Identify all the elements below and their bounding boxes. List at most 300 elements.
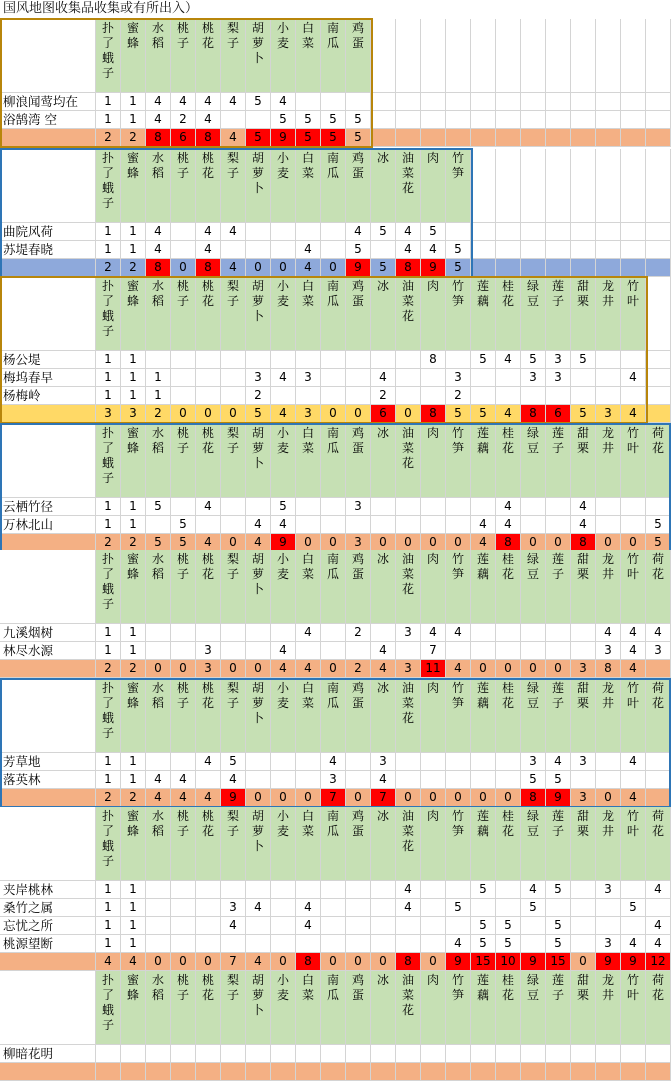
column-header[interactable] xyxy=(246,550,271,624)
column-header[interactable] xyxy=(396,149,421,223)
value-cell[interactable] xyxy=(571,241,596,259)
column-header[interactable] xyxy=(596,807,621,881)
value-cell[interactable] xyxy=(246,771,271,789)
value-cell[interactable] xyxy=(621,1045,646,1063)
row-label[interactable]: 浴鹄湾 空 xyxy=(0,111,96,129)
sum-cell[interactable]: 4 xyxy=(221,259,246,277)
sum-cell[interactable]: 5 xyxy=(646,534,671,552)
column-header[interactable] xyxy=(171,424,196,498)
value-cell[interactable] xyxy=(146,516,171,534)
value-cell[interactable] xyxy=(421,93,446,111)
sum-cell[interactable]: 0 xyxy=(271,953,296,971)
row-label[interactable]: 夹岸桃林 xyxy=(0,881,96,899)
column-header[interactable] xyxy=(271,550,296,624)
value-cell[interactable]: 5 xyxy=(646,516,671,534)
sum-cell[interactable]: 0 xyxy=(471,660,496,678)
value-cell[interactable] xyxy=(246,935,271,953)
value-cell[interactable]: 4 xyxy=(371,369,396,387)
value-cell[interactable]: 5 xyxy=(546,917,571,935)
value-cell[interactable] xyxy=(146,917,171,935)
sum-cell[interactable]: 4 xyxy=(146,789,171,807)
sum-cell[interactable]: 0 xyxy=(246,660,271,678)
column-header[interactable] xyxy=(196,550,221,624)
value-cell[interactable] xyxy=(571,111,596,129)
column-header[interactable] xyxy=(246,19,271,93)
value-cell[interactable]: 4 xyxy=(396,899,421,917)
value-cell[interactable] xyxy=(271,241,296,259)
value-cell[interactable] xyxy=(196,881,221,899)
sum-cell[interactable] xyxy=(496,1063,521,1081)
sum-cell-highlight[interactable]: 10 xyxy=(496,953,521,971)
value-cell[interactable] xyxy=(396,369,421,387)
value-cell[interactable]: 5 xyxy=(571,351,596,369)
value-cell[interactable] xyxy=(496,387,521,405)
column-header[interactable] xyxy=(496,807,521,881)
sum-cell[interactable]: 0 xyxy=(221,405,246,423)
value-cell[interactable]: 1 xyxy=(96,917,121,935)
sum-cell[interactable]: 0 xyxy=(321,405,346,423)
sum-cell-highlight[interactable]: 15 xyxy=(471,953,496,971)
sum-cell[interactable]: 3 xyxy=(571,660,596,678)
value-cell[interactable] xyxy=(446,111,471,129)
value-cell[interactable] xyxy=(246,753,271,771)
value-cell[interactable]: 4 xyxy=(271,369,296,387)
sum-cell[interactable] xyxy=(571,1063,596,1081)
row-label[interactable]: 忘忧之所 xyxy=(0,917,96,935)
column-header[interactable] xyxy=(646,550,671,624)
sum-cell[interactable]: 0 xyxy=(421,789,446,807)
column-header[interactable] xyxy=(221,807,246,881)
column-header[interactable] xyxy=(271,424,296,498)
value-cell[interactable] xyxy=(171,223,196,241)
sum-cell-highlight[interactable]: 9 xyxy=(446,953,471,971)
column-header[interactable] xyxy=(596,550,621,624)
row-label[interactable]: 芳草地 xyxy=(0,753,96,771)
column-header[interactable] xyxy=(371,807,396,881)
value-cell[interactable]: 5 xyxy=(421,223,446,241)
column-header[interactable] xyxy=(496,679,521,753)
value-cell[interactable] xyxy=(446,642,471,660)
value-cell[interactable]: 1 xyxy=(121,387,146,405)
value-cell[interactable] xyxy=(471,387,496,405)
column-header[interactable] xyxy=(446,149,471,223)
sum-cell[interactable]: 0 xyxy=(221,660,246,678)
value-cell[interactable] xyxy=(471,1045,496,1063)
column-header[interactable] xyxy=(146,679,171,753)
value-cell[interactable] xyxy=(346,369,371,387)
sum-cell[interactable]: 5 xyxy=(371,259,396,277)
value-cell[interactable] xyxy=(296,771,321,789)
sum-cell[interactable]: 3 xyxy=(96,405,121,423)
sum-cell-highlight[interactable]: 5 xyxy=(296,129,321,147)
column-header[interactable] xyxy=(546,424,571,498)
column-header[interactable] xyxy=(571,807,596,881)
sum-cell-highlight[interactable]: 8 xyxy=(571,534,596,552)
sum-cell[interactable] xyxy=(571,129,596,147)
value-cell[interactable]: 4 xyxy=(296,899,321,917)
column-header[interactable] xyxy=(371,971,396,1045)
sum-cell[interactable]: 0 xyxy=(621,534,646,552)
empty-cell[interactable] xyxy=(546,149,571,223)
sum-cell[interactable]: 8 xyxy=(596,660,621,678)
value-cell[interactable] xyxy=(321,899,346,917)
sum-cell[interactable] xyxy=(571,259,596,277)
value-cell[interactable] xyxy=(246,351,271,369)
value-cell[interactable] xyxy=(346,516,371,534)
value-cell[interactable] xyxy=(596,771,621,789)
column-header[interactable] xyxy=(321,679,346,753)
value-cell[interactable] xyxy=(246,1045,271,1063)
sum-cell[interactable] xyxy=(346,1063,371,1081)
value-cell[interactable] xyxy=(196,369,221,387)
value-cell[interactable] xyxy=(421,1045,446,1063)
column-header[interactable] xyxy=(196,807,221,881)
column-header[interactable] xyxy=(296,19,321,93)
value-cell[interactable] xyxy=(321,516,346,534)
column-header[interactable] xyxy=(121,19,146,93)
column-header[interactable] xyxy=(246,971,271,1045)
sum-cell[interactable]: 0 xyxy=(446,789,471,807)
value-cell[interactable] xyxy=(546,899,571,917)
value-cell[interactable] xyxy=(371,516,396,534)
column-header[interactable] xyxy=(621,807,646,881)
value-cell[interactable]: 4 xyxy=(221,93,246,111)
value-cell[interactable] xyxy=(571,369,596,387)
empty-cell[interactable] xyxy=(396,19,421,93)
value-cell[interactable] xyxy=(421,935,446,953)
column-header[interactable] xyxy=(421,277,446,351)
column-header[interactable] xyxy=(321,19,346,93)
value-cell[interactable] xyxy=(146,881,171,899)
sum-cell[interactable] xyxy=(171,1063,196,1081)
value-cell[interactable]: 1 xyxy=(96,935,121,953)
row-label[interactable]: 苏堤春晓 xyxy=(0,241,96,259)
value-cell[interactable] xyxy=(346,642,371,660)
column-header[interactable] xyxy=(121,149,146,223)
value-cell[interactable] xyxy=(646,899,671,917)
column-header[interactable] xyxy=(471,971,496,1045)
value-cell[interactable]: 1 xyxy=(121,624,146,642)
value-cell[interactable] xyxy=(521,917,546,935)
sum-cell[interactable] xyxy=(646,405,671,423)
column-header[interactable] xyxy=(446,971,471,1045)
value-cell[interactable] xyxy=(421,881,446,899)
value-cell[interactable] xyxy=(171,369,196,387)
value-cell[interactable]: 4 xyxy=(446,624,471,642)
value-cell[interactable]: 4 xyxy=(296,241,321,259)
column-header[interactable] xyxy=(346,424,371,498)
value-cell[interactable]: 1 xyxy=(146,387,171,405)
value-cell[interactable] xyxy=(271,223,296,241)
value-cell[interactable] xyxy=(321,241,346,259)
value-cell[interactable]: 3 xyxy=(346,498,371,516)
value-cell[interactable] xyxy=(246,111,271,129)
value-cell[interactable] xyxy=(221,241,246,259)
sum-cell-highlight[interactable]: 8 xyxy=(521,405,546,423)
value-cell[interactable] xyxy=(346,917,371,935)
column-header[interactable] xyxy=(646,679,671,753)
value-cell[interactable] xyxy=(271,1045,296,1063)
value-cell[interactable] xyxy=(296,387,321,405)
row-label[interactable]: 桑竹之属 xyxy=(0,899,96,917)
sum-cell[interactable] xyxy=(421,1063,446,1081)
empty-cell[interactable] xyxy=(621,149,646,223)
sum-cell[interactable]: 2 xyxy=(121,129,146,147)
value-cell[interactable] xyxy=(171,498,196,516)
value-cell[interactable]: 4 xyxy=(146,111,171,129)
column-header[interactable] xyxy=(396,807,421,881)
sum-cell[interactable]: 3 xyxy=(346,534,371,552)
sum-cell-highlight[interactable]: 8 xyxy=(496,534,521,552)
value-cell[interactable] xyxy=(471,642,496,660)
sum-cell[interactable]: 4 xyxy=(121,953,146,971)
value-cell[interactable]: 3 xyxy=(546,351,571,369)
value-cell[interactable] xyxy=(371,351,396,369)
sum-cell[interactable]: 7 xyxy=(221,953,246,971)
value-cell[interactable]: 1 xyxy=(96,93,121,111)
value-cell[interactable]: 5 xyxy=(271,498,296,516)
sum-cell-highlight[interactable]: 6 xyxy=(171,129,196,147)
value-cell[interactable] xyxy=(496,93,521,111)
sum-cell[interactable] xyxy=(196,1063,221,1081)
sum-cell[interactable]: 5 xyxy=(346,129,371,147)
column-header[interactable] xyxy=(246,679,271,753)
value-cell[interactable]: 1 xyxy=(96,899,121,917)
value-cell[interactable] xyxy=(396,753,421,771)
value-cell[interactable]: 4 xyxy=(346,223,371,241)
value-cell[interactable] xyxy=(646,387,671,405)
row-label[interactable]: 曲院风荷 xyxy=(0,223,96,241)
sum-cell[interactable]: 2 xyxy=(146,405,171,423)
value-cell[interactable] xyxy=(346,351,371,369)
value-cell[interactable] xyxy=(646,223,671,241)
value-cell[interactable]: 4 xyxy=(246,516,271,534)
sum-cell[interactable]: 0 xyxy=(171,953,196,971)
value-cell[interactable] xyxy=(521,223,546,241)
value-cell[interactable]: 4 xyxy=(196,498,221,516)
value-cell[interactable]: 4 xyxy=(521,881,546,899)
row-label[interactable]: 杨公堤 xyxy=(0,351,96,369)
value-cell[interactable]: 4 xyxy=(171,771,196,789)
sum-cell[interactable] xyxy=(221,1063,246,1081)
sum-cell[interactable]: 0 xyxy=(246,789,271,807)
value-cell[interactable]: 5 xyxy=(521,351,546,369)
sum-cell[interactable] xyxy=(371,129,396,147)
value-cell[interactable] xyxy=(396,1045,421,1063)
sum-cell[interactable]: 0 xyxy=(196,953,221,971)
value-cell[interactable] xyxy=(546,642,571,660)
row-label[interactable]: 落英林 xyxy=(0,771,96,789)
column-header[interactable] xyxy=(596,971,621,1045)
value-cell[interactable]: 5 xyxy=(496,917,521,935)
value-cell[interactable]: 4 xyxy=(571,516,596,534)
value-cell[interactable]: 5 xyxy=(621,899,646,917)
value-cell[interactable]: 3 xyxy=(446,369,471,387)
value-cell[interactable] xyxy=(621,111,646,129)
value-cell[interactable]: 1 xyxy=(121,516,146,534)
column-header[interactable] xyxy=(346,971,371,1045)
value-cell[interactable] xyxy=(421,498,446,516)
value-cell[interactable] xyxy=(646,241,671,259)
value-cell[interactable] xyxy=(446,1045,471,1063)
column-header[interactable] xyxy=(221,149,246,223)
value-cell[interactable]: 4 xyxy=(571,498,596,516)
column-header[interactable] xyxy=(121,971,146,1045)
value-cell[interactable] xyxy=(621,223,646,241)
column-header[interactable] xyxy=(346,807,371,881)
column-header[interactable] xyxy=(621,277,646,351)
row-label[interactable]: 杨梅岭 xyxy=(0,387,96,405)
sum-cell-highlight[interactable]: 11 xyxy=(421,660,446,678)
value-cell[interactable]: 1 xyxy=(96,771,121,789)
value-cell[interactable]: 4 xyxy=(221,771,246,789)
value-cell[interactable] xyxy=(396,111,421,129)
column-header[interactable] xyxy=(96,424,121,498)
column-header[interactable] xyxy=(371,424,396,498)
value-cell[interactable] xyxy=(421,771,446,789)
value-cell[interactable]: 4 xyxy=(296,624,321,642)
value-cell[interactable] xyxy=(221,351,246,369)
value-cell[interactable] xyxy=(646,111,671,129)
value-cell[interactable] xyxy=(196,899,221,917)
value-cell[interactable]: 2 xyxy=(446,387,471,405)
sum-cell-highlight[interactable]: 8 xyxy=(421,405,446,423)
sum-cell-highlight[interactable]: 9 xyxy=(271,534,296,552)
column-header[interactable] xyxy=(96,550,121,624)
sum-cell[interactable]: 2 xyxy=(121,789,146,807)
sum-cell[interactable] xyxy=(446,129,471,147)
value-cell[interactable]: 1 xyxy=(121,881,146,899)
sum-cell[interactable] xyxy=(596,1063,621,1081)
value-cell[interactable]: 5 xyxy=(521,899,546,917)
column-header[interactable] xyxy=(221,19,246,93)
sum-cell[interactable]: 0 xyxy=(271,789,296,807)
value-cell[interactable] xyxy=(171,241,196,259)
value-cell[interactable] xyxy=(596,111,621,129)
value-cell[interactable] xyxy=(146,899,171,917)
column-header[interactable] xyxy=(246,807,271,881)
column-header[interactable] xyxy=(196,971,221,1045)
row-label[interactable]: 柳暗花明 xyxy=(0,1045,96,1063)
sum-cell[interactable]: 5 xyxy=(146,534,171,552)
value-cell[interactable] xyxy=(596,498,621,516)
value-cell[interactable] xyxy=(196,387,221,405)
value-cell[interactable]: 3 xyxy=(321,771,346,789)
empty-cell[interactable] xyxy=(571,19,596,93)
value-cell[interactable] xyxy=(296,351,321,369)
sum-cell[interactable]: 2 xyxy=(346,660,371,678)
column-header[interactable] xyxy=(521,550,546,624)
value-cell[interactable] xyxy=(371,624,396,642)
value-cell[interactable] xyxy=(471,899,496,917)
value-cell[interactable]: 5 xyxy=(346,241,371,259)
value-cell[interactable]: 3 xyxy=(521,369,546,387)
empty-cell[interactable] xyxy=(446,19,471,93)
value-cell[interactable] xyxy=(571,771,596,789)
value-cell[interactable] xyxy=(521,498,546,516)
value-cell[interactable] xyxy=(346,753,371,771)
value-cell[interactable] xyxy=(346,93,371,111)
value-cell[interactable]: 5 xyxy=(346,111,371,129)
column-header[interactable] xyxy=(321,971,346,1045)
value-cell[interactable] xyxy=(321,935,346,953)
value-cell[interactable] xyxy=(296,223,321,241)
value-cell[interactable]: 5 xyxy=(246,93,271,111)
value-cell[interactable] xyxy=(471,369,496,387)
value-cell[interactable] xyxy=(296,881,321,899)
column-header[interactable] xyxy=(596,679,621,753)
value-cell[interactable] xyxy=(446,498,471,516)
column-header[interactable] xyxy=(446,424,471,498)
sum-cell[interactable]: 0 xyxy=(171,259,196,277)
value-cell[interactable] xyxy=(171,387,196,405)
value-cell[interactable]: 1 xyxy=(96,241,121,259)
column-header[interactable] xyxy=(121,807,146,881)
sum-cell[interactable]: 0 xyxy=(546,660,571,678)
value-cell[interactable] xyxy=(371,93,396,111)
column-header[interactable] xyxy=(571,550,596,624)
value-cell[interactable] xyxy=(146,642,171,660)
value-cell[interactable] xyxy=(246,624,271,642)
sum-cell[interactable]: 3 xyxy=(121,405,146,423)
value-cell[interactable] xyxy=(321,917,346,935)
sum-cell[interactable]: 4 xyxy=(446,660,471,678)
empty-cell[interactable] xyxy=(646,149,671,223)
value-cell[interactable] xyxy=(271,351,296,369)
column-header[interactable] xyxy=(521,679,546,753)
row-label[interactable]: 梅坞春早 xyxy=(0,369,96,387)
column-header[interactable] xyxy=(521,424,546,498)
column-header[interactable] xyxy=(271,19,296,93)
value-cell[interactable] xyxy=(471,241,496,259)
value-cell[interactable]: 3 xyxy=(296,369,321,387)
value-cell[interactable]: 4 xyxy=(196,241,221,259)
column-header[interactable] xyxy=(296,149,321,223)
value-cell[interactable] xyxy=(646,498,671,516)
value-cell[interactable]: 4 xyxy=(171,93,196,111)
value-cell[interactable]: 2 xyxy=(371,387,396,405)
column-header[interactable] xyxy=(546,277,571,351)
sum-cell-highlight[interactable]: 6 xyxy=(546,405,571,423)
column-header[interactable] xyxy=(546,679,571,753)
sum-cell[interactable] xyxy=(321,1063,346,1081)
column-header[interactable] xyxy=(221,971,246,1045)
value-cell[interactable]: 5 xyxy=(271,111,296,129)
empty-cell[interactable] xyxy=(546,19,571,93)
sum-cell[interactable]: 0 xyxy=(196,405,221,423)
column-header[interactable] xyxy=(396,424,421,498)
sum-cell[interactable] xyxy=(621,1063,646,1081)
sum-cell[interactable]: 5 xyxy=(246,405,271,423)
value-cell[interactable] xyxy=(571,935,596,953)
sum-cell[interactable]: 2 xyxy=(96,660,121,678)
value-cell[interactable]: 3 xyxy=(646,642,671,660)
value-cell[interactable] xyxy=(421,899,446,917)
value-cell[interactable] xyxy=(496,642,521,660)
value-cell[interactable]: 5 xyxy=(446,899,471,917)
value-cell[interactable] xyxy=(546,1045,571,1063)
sum-cell[interactable]: 4 xyxy=(496,405,521,423)
sum-cell[interactable]: 4 xyxy=(171,789,196,807)
column-header[interactable] xyxy=(171,550,196,624)
column-header[interactable] xyxy=(471,277,496,351)
value-cell[interactable] xyxy=(496,369,521,387)
value-cell[interactable] xyxy=(246,241,271,259)
value-cell[interactable]: 4 xyxy=(646,917,671,935)
column-header[interactable] xyxy=(471,550,496,624)
column-header[interactable] xyxy=(546,550,571,624)
column-header[interactable] xyxy=(246,277,271,351)
